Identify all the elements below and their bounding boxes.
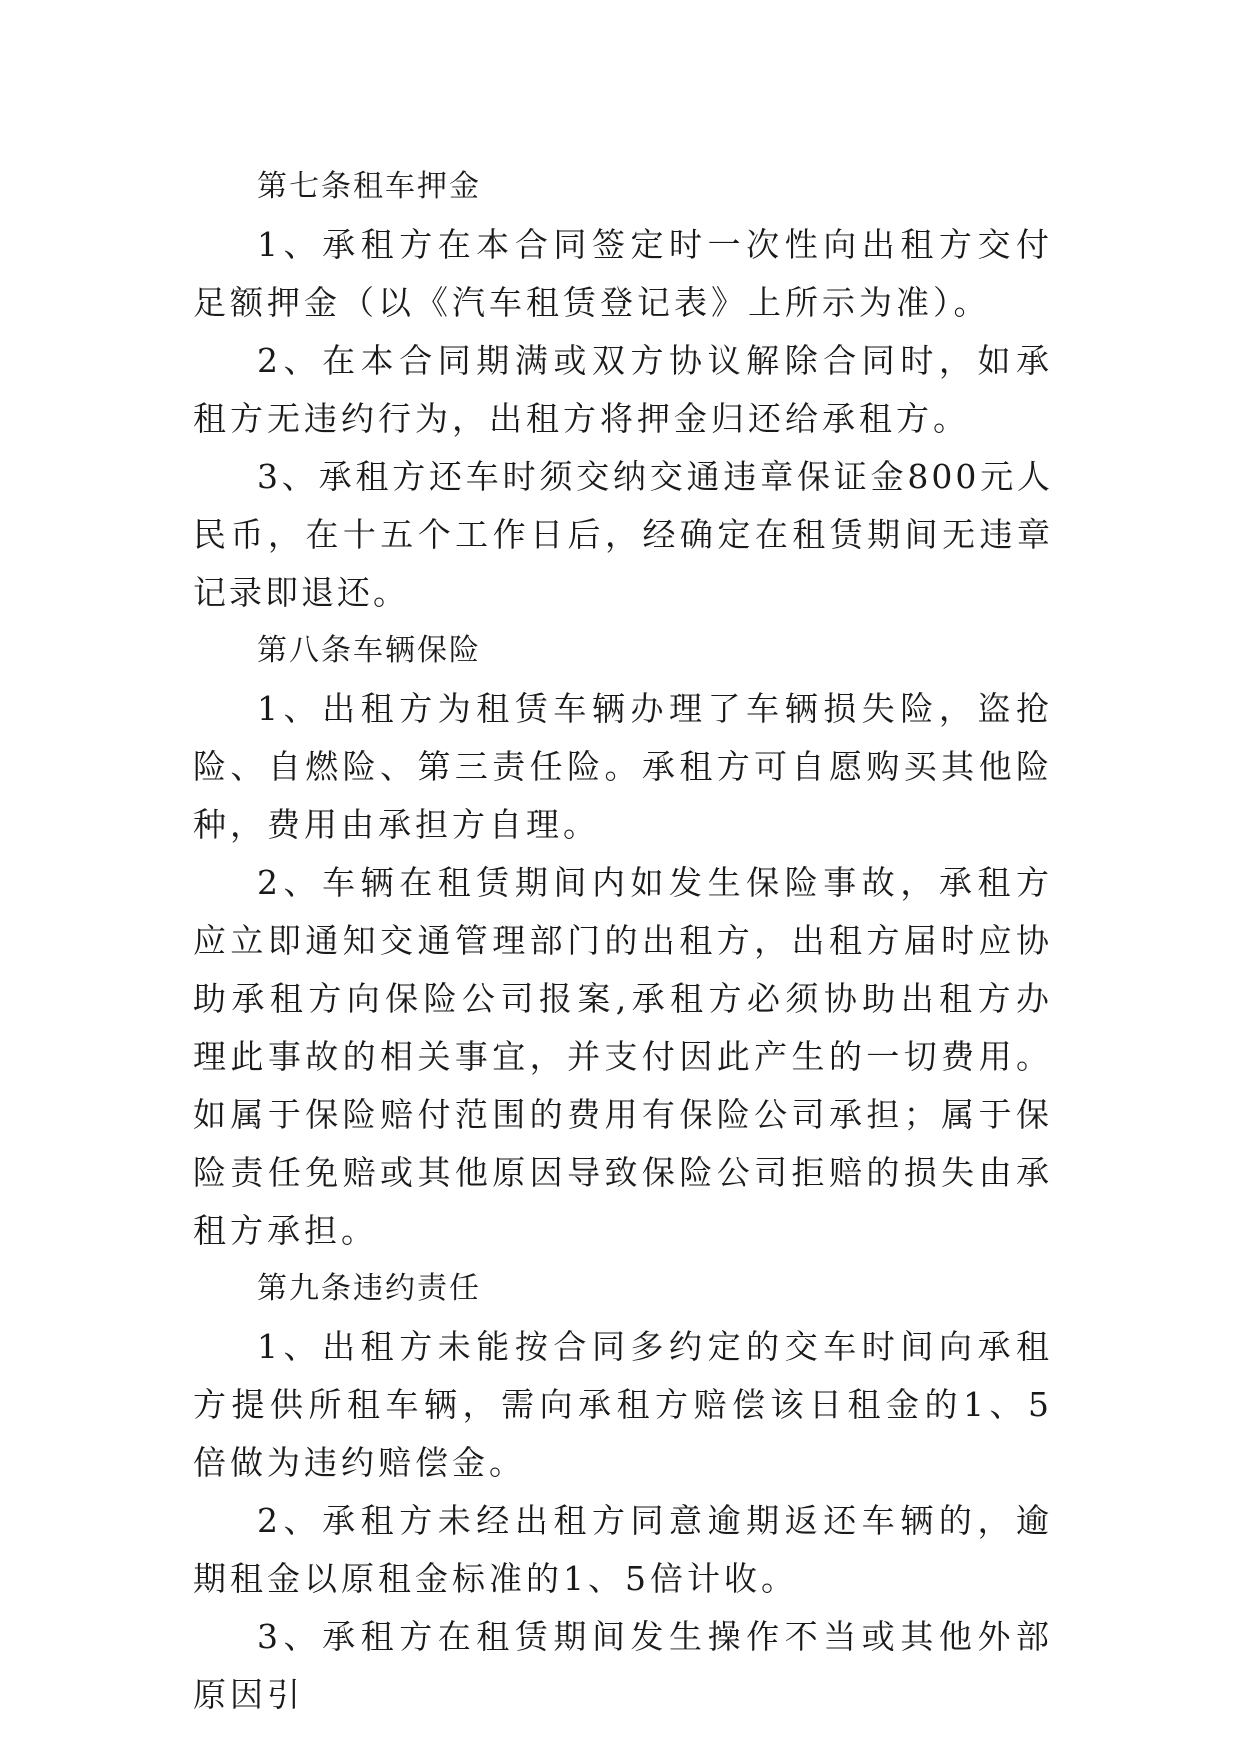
document-body [193,158,1053,1724]
clause-7-3: 3、承租方还车时须交纳交通违章保证金800元人民币，在十五个工作日后，经确定在租赁期间无违章记录即退还。 [193,457,1053,612]
clause-8-2: 2、车辆在租赁期间内如发生保险事故，承租方应立即通知交通管理部门的出租方，出租方届时应协助承租方向保险公司报案,承租方必须协助出租方办理此事故的相关事宜，并支付因此产生的一切费用。如属于保险赔付范围的费用有保险公司承担；属于保险责任免赔或其他原因导致保险公司拒赔的损失由承租方承担。 [193,863,1053,1250]
clause-8-1: 1、出租方为租赁车辆办理了车辆损失险，盗抢险、自燃险、第三责任险。承租方可自愿购买其他险种，费用由承担方自理。 [193,689,1053,844]
section-heading-7: 第七条租车押金 [257,169,481,204]
section-heading-9: 第九条违约责任 [257,1271,481,1306]
clause-7-1: 1、承租方在本合同签定时一次性向出租方交付足额押金（以《汽车租赁登记表》上所示为准）。 [193,225,1053,322]
clause-7-2: 2、在本合同期满或双方协议解除合同时，如承租方无违约行为，出租方将押金归还给承租方。 [193,341,1053,438]
clause-9-2: 2、承租方未经出租方同意逾期返还车辆的，逾期租金以原租金标准的1、5倍计收。 [193,1501,1053,1598]
section-heading-8: 第八条车辆保险 [257,633,481,668]
clause-9-1: 1、出租方未能按合同多约定的交车时间向承租方提供所租车辆，需向承租方赔偿该日租金的1、5倍做为违约赔偿金。 [193,1327,1053,1482]
clause-9-3: 3、承租方在租赁期间发生操作不当或其他外部原因引 [193,1617,1053,1714]
